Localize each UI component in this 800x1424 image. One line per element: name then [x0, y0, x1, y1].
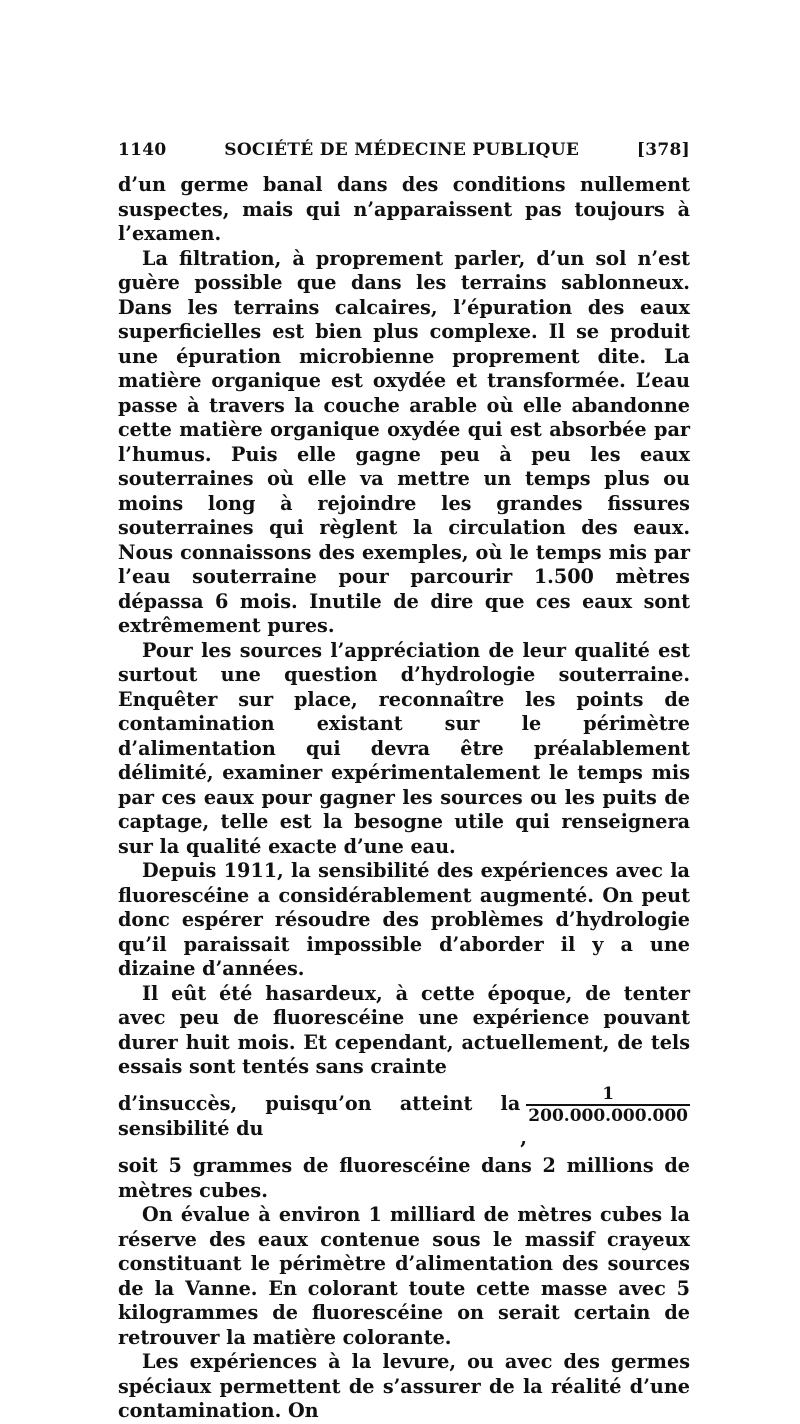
- running-title: SOCIÉTÉ DE MÉDECINE PUBLIQUE: [224, 140, 580, 160]
- paragraph: Il eût été hasardeux, à cette époque, de tenter avec peu de fluorescéine une expérience pouvant durer huit mois. Et cependant, actuellement, de tels essais sont tentés sans crainte: [118, 981, 690, 1078]
- formula-text: d’insuccès, puisqu’on atteint la sensibilité du: [118, 1092, 521, 1140]
- paragraph: Depuis 1911, la sensibilité des expériences avec la fluorescéine a considérablement augmenté. On peut donc espérer résoudre des problèmes d’hydrologie qu’il paraissait impossible d’aborder il y a une dizaine d’années.: [118, 859, 690, 980]
- paragraph: On évalue à environ 1 milliard de mètres cubes la réserve des eaux contenue sous le massif crayeux constituant le périmètre d’alimentation des sources de la Vanne. En colorant toute cette masse avec 5 kilogrammes de fluorescéine on serait certain de retrouver la matière colorante.: [118, 1203, 690, 1349]
- paragraph: d’un germe banal dans des conditions nullement suspectes, mais qui n’apparaissent pas toujours à l’examen.: [118, 173, 690, 245]
- bracket-number: [378]: [636, 140, 690, 160]
- fraction-numerator: 1: [602, 1083, 615, 1104]
- paragraph: La filtration, à proprement parler, d’un sol n’est guère possible que dans les terrains sablonneux. Dans les terrains calcaires, l’épuration des eaux superficielles est bien plus complexe. Il se produit une épuration microbienne proprement dite. La matière organique est oxydée et transformée. L’eau passe à travers la couche arable où elle abandonne cette matière organique oxydée qui est absorbée par l’humus. Puis elle gagne peu à peu les eaux souterraines où elle va mettre un temps plus ou moins long à rejoindre les grandes fissures souterraines qui règlent la circulation des eaux. Nous connaissons des exemples, où le temps mis par l’eau souterraine pour parcourir 1.500 mètres dépassa 6 mois. Inutile de dire que ces eaux sont extrêmement pures.: [118, 246, 690, 637]
- formula-line: [118, 1084, 690, 1151]
- page-header: [118, 140, 690, 160]
- fraction: [526, 1084, 690, 1126]
- paragraph: Pour les sources l’appréciation de leur qualité est surtout une question d’hydrologie souterraine. Enquêter sur place, reconnaître les points de contamination existant sur le périmètre d’alimentation qui devra être préalablement délimité, examiner expérimentalement le temps mis par ces eaux pour gagner les sources ou les puits de captage, telle est la besogne utile qui renseignera sur la qualité exacte d’une eau.: [118, 638, 690, 858]
- fraction-denominator: 200.000.000.000: [528, 1105, 688, 1126]
- fraction-wrapper: [520, 1084, 690, 1151]
- fraction-comma: ,: [520, 1125, 527, 1149]
- body-text: [118, 173, 690, 1424]
- paragraph: soit 5 grammes de fluorescéine dans 2 millions de mètres cubes.: [118, 1154, 690, 1202]
- paragraph: Les expériences à la levure, ou avec des germes spéciaux permettent de s’assurer de la réalité d’une contamination. On: [118, 1350, 690, 1422]
- page-number: 1140: [118, 140, 167, 160]
